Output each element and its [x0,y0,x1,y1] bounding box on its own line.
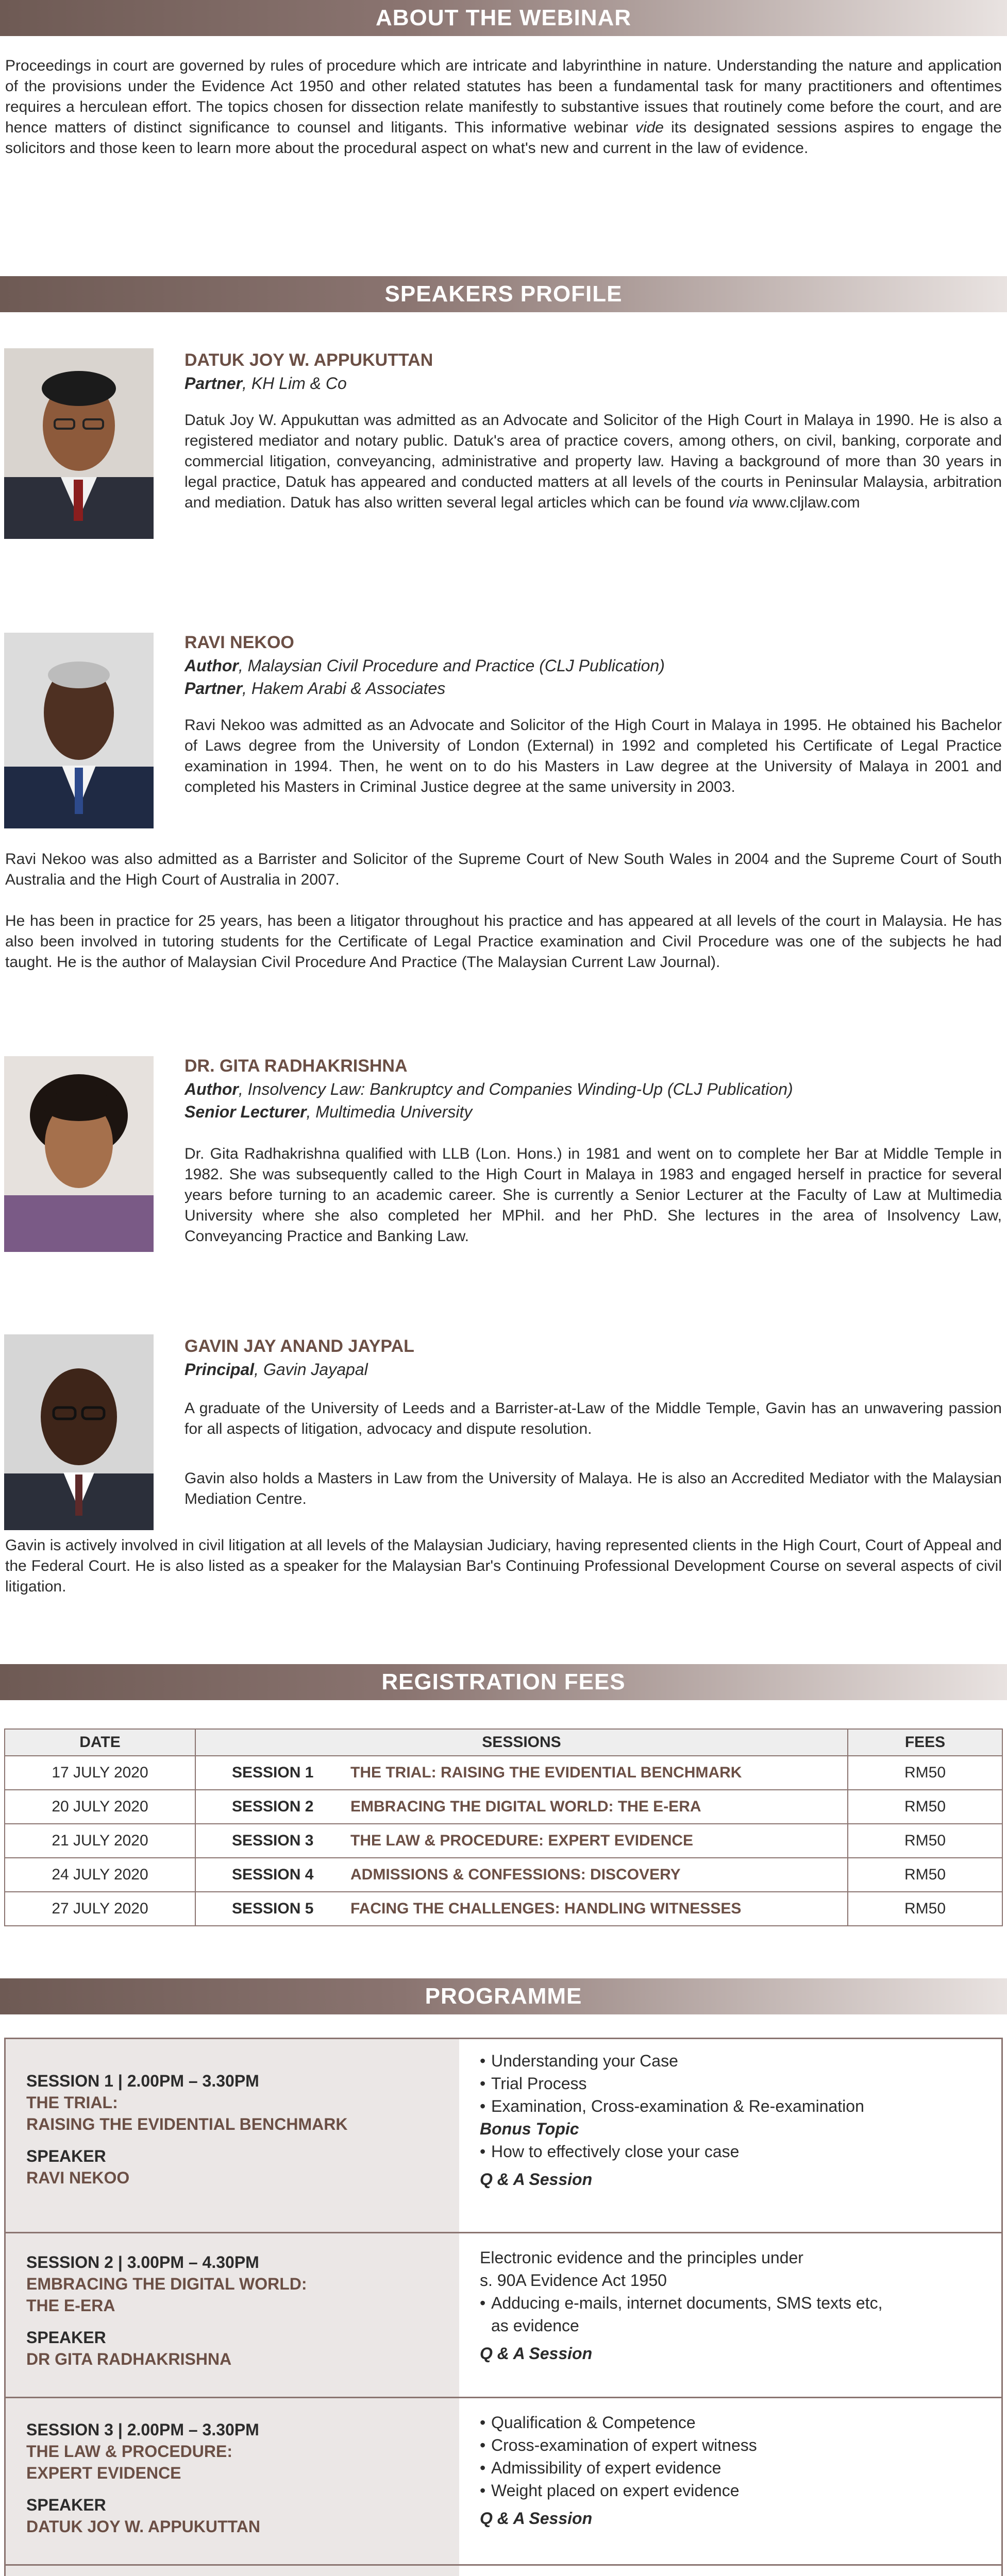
speaker-role: Author, Malaysian Civil Procedure and Practice (CLJ Publication) [184,656,665,675]
speaker-role-2: Partner, Hakem Arabi & Associates [184,679,446,698]
speaker-bio-2: Gavin also holds a Masters in Law from the University of Malaya. He is also an Accredited Mediator with the Malaysian Mediation Centre. [184,1470,1002,1507]
speaker-name: DATUK JOY W. APPUKUTTAN [184,350,433,370]
speaker-bio: A graduate of the University of Leeds and a Barrister-at-Law of the Middle Temple, Gavin has an unwavering passion for all aspects of litigation, advocacy and dispute resolution. [184,1400,1002,1437]
speaker-name: RAVI NEKOO [184,633,294,652]
speaker-photo-nekoo [4,633,154,828]
fees-heading: REGISTRATION FEES [381,1669,626,1694]
table-row: 21 JULY 2020 SESSION 3 THE LAW & PROCEDURE: EXPERT EVIDENCE RM50 [5,1824,1002,1858]
table-row: 24 JULY 2020 SESSION 4 ADMISSIONS & CONFESSIONS: DISCOVERY RM50 [5,1858,1002,1892]
programme-heading: PROGRAMME [425,1984,582,2009]
speakers-banner [0,276,1007,312]
fees-col-fees: FEES [848,1729,1002,1756]
speaker-bio-2: Ravi Nekoo was also admitted as a Barrister and Solicitor of the Supreme Court of New South Wales in 2004 and the Supreme Court of South Australia and the High Court of Australia in 2007. [5,851,1002,888]
fees-col-date: DATE [5,1729,195,1756]
speaker-bio-3: Gavin is actively involved in civil litigation at all levels of the Malaysian Judiciary, having represented clients in the High Court, Court of Appeal and the Federal Court. He is also listed as a speaker for the Malaysian Bar's Continuing Professional Development Course on several aspects of civil litigation. [5,1537,1002,1595]
table-row: 17 JULY 2020 SESSION 1 THE TRIAL: RAISING THE EVIDENTIAL BENCHMARK RM50 [5,1756,1002,1790]
speaker-photo-jaypal [4,1334,154,1530]
speaker-bio: Datuk Joy W. Appukuttan was admitted as an Advocate and Solicitor of the High Court in Malaya in 1990. He is also a registered mediator and notary public. Datuk's area of practice covers, among others, on civil, banking, corporate and commercial litigation, conveyancing, administrative and property law. Having a background of more than 30 years in legal practice, Datuk has appeared and conducted matters at all levels of the courts in Peninsular Malaysia, arbitration and mediation. Datuk has also written several legal articles which can be found via www.cljlaw.com [184,412,1002,511]
speaker-role: Author, Insolvency Law: Bankruptcy and Companies Winding-Up (CLJ Publication) [184,1080,793,1098]
about-text: Proceedings in court are governed by rules of procedure which are intricate and labyrinthine in nature. Understanding the nature and application of the provisions under the Evidence Act 1950 and other related statutes has been a fundamental task for many practitioners and oftentimes requires a herculean effort. The topics chosen for dissection relate manifestly to substantive issues that routinely come before the court, and are hence matters of distinct significance to counsel and litigants. This informative webinar vide its designated sessions aspires to engage the solicitors and those keen to learn more about the procedural aspect on what's new and current in the law of evidence. [5,57,1002,157]
fees-col-sessions: SESSIONS [195,1729,848,1756]
speaker-name: GAVIN JAY ANAND JAYPAL [184,1336,414,1356]
speaker-role: Principal, Gavin Jayapal [184,1360,368,1379]
about-banner [0,0,1007,36]
speaker-role-2: Senior Lecturer, Multimedia University [184,1103,473,1121]
table-row: 27 JULY 2020 SESSION 5 FACING THE CHALLENGES: HANDLING WITNESSES RM50 [5,1892,1002,1926]
about-heading: ABOUT THE WEBINAR [375,5,632,30]
speakers-heading: SPEAKERS PROFILE [384,281,623,307]
speaker-name: DR. GITA RADHAKRISHNA [184,1056,408,1076]
speaker-bio-3: He has been in practice for 25 years, has been a litigator throughout his practice and has appeared at all levels of the court in Malaysia. He has also been involved in tutoring students for the Certificate of Legal Practice examination and Civil Procedure was one of the subjects he had taught. He is the author of Malaysian Civil Procedure And Practice (The Malaysian Current Law Journal). [5,912,1002,971]
programme-session-2: SESSION 2 | 3.00PM – 4.30PM EMBRACING THE DIGITAL WORLD: THE E-ERA SPEAKER DR GITA RADHAKRISHNA Electronic evidence and the principles under s. 90A Evidence Act 1950 • Adducing e-mails, internet documents, SMS texts etc, as evidence Q & A Session [4,2233,1003,2398]
speaker-photo-radhakrishna [4,1056,154,1252]
programme-banner [0,1978,1007,2014]
programme-session-3: SESSION 3 | 2.00PM – 3.30PM THE LAW & PROCEDURE: EXPERT EVIDENCE SPEAKER DATUK JOY W. APPUKUTTAN • Qualification & Competence • Cross-examination of expert witness • Admissibility of expert evidence • Weight placed on expert evidence Q & A Session [4,2398,1003,2566]
programme-session-4 [4,2566,1003,2576]
fees-banner [0,1664,1007,1700]
speaker-bio: Dr. Gita Radhakrishna qualified with LLB (Lon. Hons.) in 1981 and went on to complete her Bar at Middle Temple in 1982. She was subsequently called to the High Court in Malaya in 1983 and engaged herself in practice for several years before turning to an academic career. She is currently a Senior Lecturer at the Faculty of Law at Multimedia University where she also completed her MPhil. and her PhD. She lectures in the area of Insolvency Law, Conveyancing Practice and Banking Law. [184,1145,1002,1245]
programme-session-1: SESSION 1 | 2.00PM – 3.30PM THE TRIAL: RAISING THE EVIDENTIAL BENCHMARK SPEAKER RAVI NEKOO • Understanding your Case • Trial Process • Examination, Cross-examination & Re-examination Bonus Topic • How to effectively close your case Q & A Session [4,2038,1003,2233]
speaker-bio: Ravi Nekoo was admitted as an Advocate and Solicitor of the High Court in Malaya in 1995. He obtained his Bachelor of Laws degree from the University of London (External) in 1992 and completed his Certificate of Legal Practice examination in 1994. Then, he went on to do his Masters in Law degree at the University of Malaya in 2001 and completed his Masters in Criminal Justice degree at the same university in 2003. [184,717,1002,795]
fees-table [4,1728,1003,1926]
speaker-role: Partner, KH Lim & Co [184,374,347,393]
speaker-photo-appukuttan [4,348,154,539]
table-row: 20 JULY 2020 SESSION 2 EMBRACING THE DIGITAL WORLD: THE E-ERA RM50 [5,1790,1002,1824]
